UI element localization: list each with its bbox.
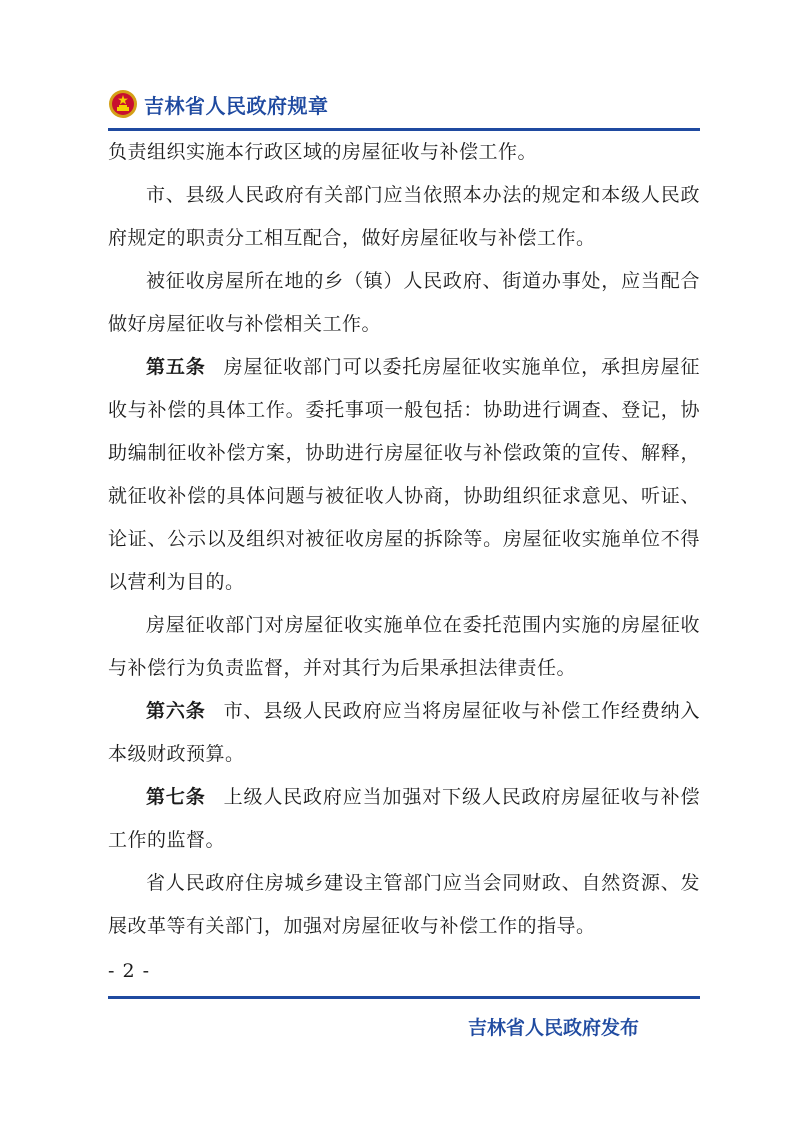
article-heading: 第七条 — [146, 786, 206, 808]
paragraph: 被征收房屋所在地的乡（镇）人民政府、街道办事处，应当配合做好房屋征收与补偿相关工作。 — [108, 270, 700, 335]
page-number: - 2 - — [108, 960, 151, 982]
paragraph: 市、县级人民政府有关部门应当依照本办法的规定和本级人民政府规定的职责分工相互配合，做好房屋征收与补偿工作。 — [108, 184, 700, 249]
paragraph: 负责组织实施本行政区域的房屋征收与补偿工作。 — [108, 141, 538, 163]
publisher-label: 吉林省人民政府发布 — [468, 1017, 640, 1039]
header-title: 吉林省人民政府规章 — [144, 93, 329, 118]
paragraph: 房屋征收部门对房屋征收实施单位在委托范围内实施的房屋征收与补偿行为负责监督，并对其行为后果承担法律责任。 — [108, 614, 700, 679]
document-body — [108, 131, 700, 948]
footer-divider — [108, 996, 700, 999]
paragraph: 省人民政府住房城乡建设主管部门应当会同财政、自然资源、发展改革等有关部门，加强对房屋征收与补偿工作的指导。 — [108, 872, 700, 937]
national-emblem-icon — [108, 89, 138, 119]
paragraph: 第五条 房屋征收部门可以委托房屋征收实施单位，承担房屋征收与补偿的具体工作。委托事项一般包括：协助进行调查、登记，协助编制征收补偿方案，协助进行房屋征收与补偿政策的宣传、解释，就征收补偿的具体问题与被征收人协商，协助组织征求意见、听证、论证、公示以及组织对被征收房屋的拆除等。房屋征收实施单位不得以营利为目的。 — [108, 356, 700, 593]
header — [108, 86, 329, 122]
article-heading: 第五条 — [146, 356, 206, 378]
paragraph: 第七条 上级人民政府应当加强对下级人民政府房屋征收与补偿工作的监督。 — [108, 786, 700, 851]
paragraph: 第六条 市、县级人民政府应当将房屋征收与补偿工作经费纳入本级财政预算。 — [108, 700, 700, 765]
article-heading: 第六条 — [146, 700, 206, 722]
